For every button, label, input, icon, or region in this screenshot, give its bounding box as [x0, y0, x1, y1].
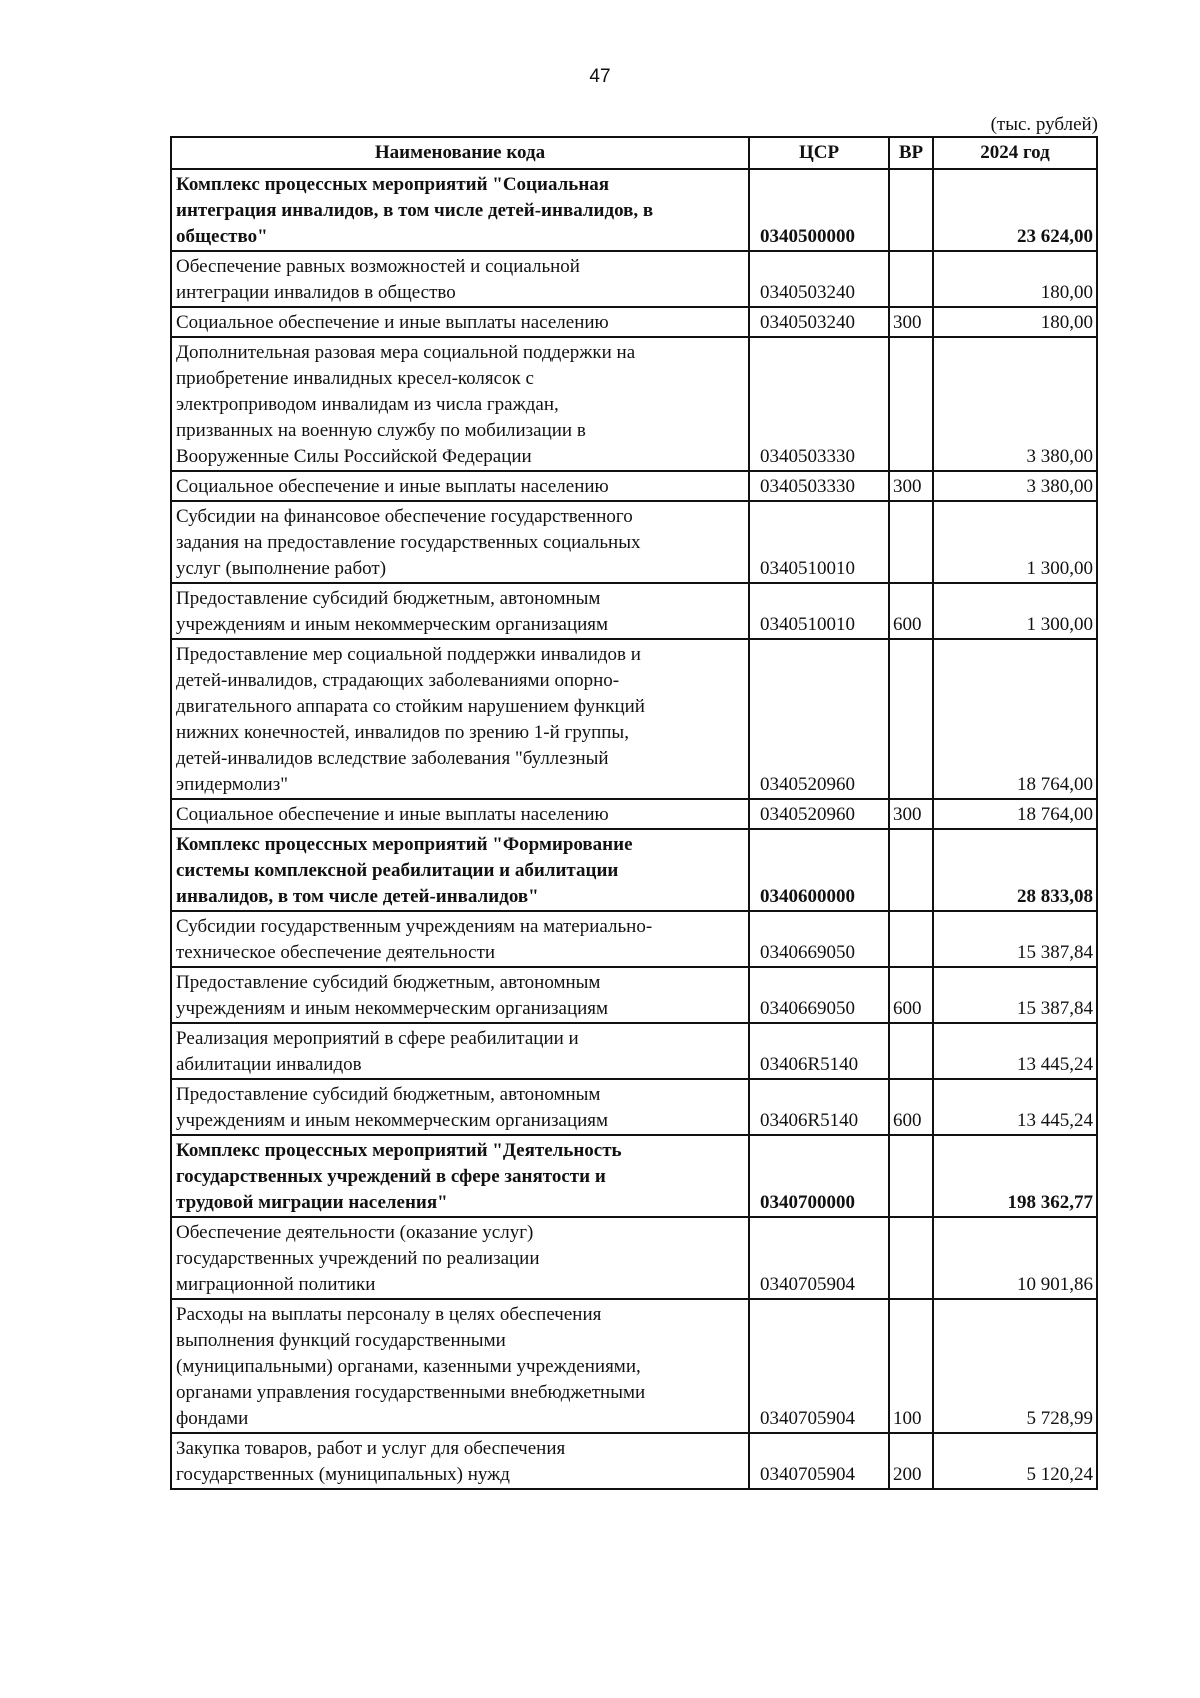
cell-name: Обеспечение равных возможностей и социальной интеграции инвалидов в общество	[171, 251, 749, 307]
cell-vr	[889, 829, 933, 911]
cell-vr: 600	[889, 1079, 933, 1135]
cell-vr	[889, 1135, 933, 1217]
cell-vr	[889, 911, 933, 967]
cell-vr	[889, 1217, 933, 1299]
cell-vr: 200	[889, 1433, 933, 1489]
cell-name: Дополнительная разовая мера социальной поддержки на приобретение инвалидных кресел-колясок с электроприводом инвалидам из числа граждан, призванных на военную службу по мобилизации в Вооруженные Силы Российской Федерации	[171, 337, 749, 471]
cell-amount: 15 387,84	[933, 967, 1097, 1023]
cell-amount: 10 901,86	[933, 1217, 1097, 1299]
cell-amount: 180,00	[933, 251, 1097, 307]
cell-vr: 600	[889, 583, 933, 639]
table-row	[171, 169, 1097, 251]
cell-amount: 1 300,00	[933, 583, 1097, 639]
table-row	[171, 1135, 1097, 1217]
cell-csr: 0340600000	[749, 829, 889, 911]
table-row	[171, 337, 1097, 471]
cell-name: Социальное обеспечение и иные выплаты населению	[171, 307, 749, 337]
cell-csr: 0340503240	[749, 307, 889, 337]
table-row	[171, 1079, 1097, 1135]
cell-name: Предоставление субсидий бюджетным, автономным учреждениям и иным некоммерческим организациям	[171, 583, 749, 639]
cell-csr: 0340705904	[749, 1299, 889, 1433]
cell-name: Субсидии на финансовое обеспечение государственного задания на предоставление государственных социальных услуг (выполнение работ)	[171, 501, 749, 583]
cell-vr: 100	[889, 1299, 933, 1433]
cell-name: Предоставление субсидий бюджетным, автономным учреждениям и иным некоммерческим организациям	[171, 967, 749, 1023]
table-row	[171, 639, 1097, 799]
cell-name: Обеспечение деятельности (оказание услуг) государственных учреждений по реализации миграционной политики	[171, 1217, 749, 1299]
cell-amount: 3 380,00	[933, 471, 1097, 501]
cell-amount: 23 624,00	[933, 169, 1097, 251]
budget-table	[170, 136, 1098, 1490]
cell-csr: 0340503330	[749, 471, 889, 501]
cell-vr	[889, 337, 933, 471]
cell-name: Комплекс процессных мероприятий "Деятельность государственных учреждений в сфере занятости и трудовой миграции населения"	[171, 1135, 749, 1217]
page-number: 47	[589, 66, 611, 87]
cell-name: Комплекс процессных мероприятий "Формирование системы комплексной реабилитации и абилитации инвалидов, в том числе детей-инвалидов"	[171, 829, 749, 911]
table-row	[171, 251, 1097, 307]
cell-csr: 0340520960	[749, 639, 889, 799]
cell-name: Предоставление мер социальной поддержки инвалидов и детей-инвалидов, страдающих заболеваниями опорно- двигательного аппарата со стойким нарушением функций нижних конечностей, инвалидов по зрению 1-й группы, детей-инвалидов вследствие заболевания "буллезный эпидермолиз"	[171, 639, 749, 799]
cell-csr: 0340500000	[749, 169, 889, 251]
cell-amount: 28 833,08	[933, 829, 1097, 911]
table-row	[171, 829, 1097, 911]
table-row	[171, 911, 1097, 967]
table-row	[171, 1299, 1097, 1433]
cell-amount: 198 362,77	[933, 1135, 1097, 1217]
table-header-row	[171, 137, 1097, 169]
table-row	[171, 1023, 1097, 1079]
cell-name: Социальное обеспечение и иные выплаты населению	[171, 799, 749, 829]
table-row	[171, 1433, 1097, 1489]
cell-csr: 0340705904	[749, 1217, 889, 1299]
cell-name: Закупка товаров, работ и услуг для обеспечения государственных (муниципальных) нужд	[171, 1433, 749, 1489]
cell-amount: 5 120,24	[933, 1433, 1097, 1489]
header-vr: ВР	[889, 137, 933, 169]
cell-name: Предоставление субсидий бюджетным, автономным учреждениям и иным некоммерческим организациям	[171, 1079, 749, 1135]
table-row	[171, 501, 1097, 583]
cell-csr: 0340669050	[749, 967, 889, 1023]
header-csr: ЦСР	[749, 137, 889, 169]
cell-vr	[889, 501, 933, 583]
cell-vr	[889, 251, 933, 307]
cell-amount: 1 300,00	[933, 501, 1097, 583]
cell-amount: 15 387,84	[933, 911, 1097, 967]
cell-amount: 180,00	[933, 307, 1097, 337]
cell-csr: 0340705904	[749, 1433, 889, 1489]
cell-amount: 18 764,00	[933, 639, 1097, 799]
header-year: 2024 год	[933, 137, 1097, 169]
cell-csr: 0340503330	[749, 337, 889, 471]
cell-vr	[889, 169, 933, 251]
table-row	[171, 471, 1097, 501]
cell-csr: 0340503240	[749, 251, 889, 307]
table-row	[171, 307, 1097, 337]
cell-name: Расходы на выплаты персоналу в целях обеспечения выполнения функций государственными (муниципальными) органами, казенными учреждениями, органами управления государственными внебюджетными фондами	[171, 1299, 749, 1433]
table-row	[171, 799, 1097, 829]
cell-amount: 3 380,00	[933, 337, 1097, 471]
units-label: (тыс. рублей)	[990, 114, 1098, 135]
header-name: Наименование кода	[171, 137, 749, 169]
cell-csr: 03406R5140	[749, 1079, 889, 1135]
cell-vr: 300	[889, 799, 933, 829]
cell-csr: 0340700000	[749, 1135, 889, 1217]
cell-csr: 0340510010	[749, 583, 889, 639]
cell-name: Социальное обеспечение и иные выплаты населению	[171, 471, 749, 501]
cell-amount: 13 445,24	[933, 1023, 1097, 1079]
table-row	[171, 583, 1097, 639]
table-row	[171, 1217, 1097, 1299]
cell-amount: 18 764,00	[933, 799, 1097, 829]
cell-name: Субсидии государственным учреждениям на материально- техническое обеспечение деятельности	[171, 911, 749, 967]
cell-vr: 300	[889, 471, 933, 501]
cell-csr: 0340669050	[749, 911, 889, 967]
cell-vr	[889, 639, 933, 799]
cell-name: Реализация мероприятий в сфере реабилитации и абилитации инвалидов	[171, 1023, 749, 1079]
table-body	[171, 169, 1097, 1489]
cell-csr: 0340520960	[749, 799, 889, 829]
cell-vr: 600	[889, 967, 933, 1023]
cell-name: Комплекс процессных мероприятий "Социальная интеграция инвалидов, в том числе детей-инвалидов, в общество"	[171, 169, 749, 251]
cell-vr	[889, 1023, 933, 1079]
cell-amount: 5 728,99	[933, 1299, 1097, 1433]
table-row	[171, 967, 1097, 1023]
cell-csr: 0340510010	[749, 501, 889, 583]
cell-vr: 300	[889, 307, 933, 337]
cell-amount: 13 445,24	[933, 1079, 1097, 1135]
cell-csr: 03406R5140	[749, 1023, 889, 1079]
